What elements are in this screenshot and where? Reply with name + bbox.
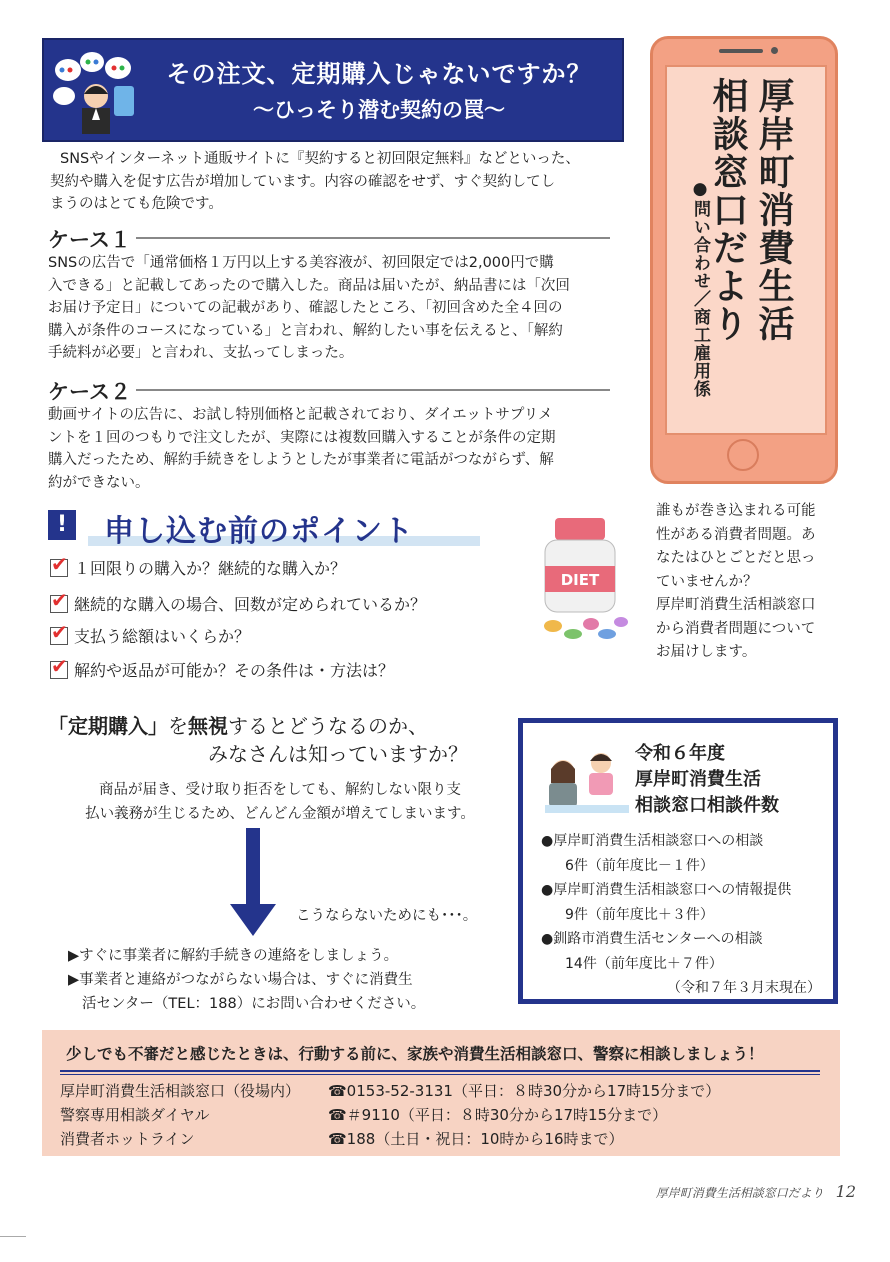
intro-line: まうのはとても危険です。	[50, 196, 223, 212]
page-edge-mark	[0, 1236, 26, 1237]
newsletter-title-line1: 厚岸町消費生活	[753, 77, 794, 343]
side-note	[656, 500, 840, 665]
divider	[60, 1074, 820, 1075]
supplement-bottle-illustration	[535, 516, 640, 646]
side-note-line: から消費者問題について	[656, 620, 816, 637]
newsletter-title-line2: 相談窓口だより	[707, 77, 748, 343]
case1-line: お届け予定日」についての記載があり、確認したところ、「初回含めた全４回の	[48, 300, 563, 316]
checklist-item	[50, 592, 426, 615]
checkmark-icon	[50, 595, 68, 613]
footer-label: 厚岸町消費生活相談窓口だより	[655, 1186, 824, 1200]
side-note-line: 性がある消費者問題。あ	[656, 526, 816, 543]
case1-line: 入できる」と記載してあったので購入した。商品は届いたが、納品書には「次回	[48, 277, 570, 294]
side-note-line: 厚岸町消費生活相談窓口	[656, 597, 816, 613]
phone-speaker	[719, 49, 763, 53]
contact-name: 警察専用相談ダイヤル	[60, 1106, 210, 1124]
contact-box	[42, 1030, 840, 1156]
consultation-illustration	[541, 747, 633, 819]
consultation-stats-box	[518, 718, 838, 1004]
action-item: ▶事業者と連絡がつながらない場合は、すぐに消費生	[68, 972, 413, 988]
checkmark-icon	[50, 559, 68, 577]
checklist-item	[50, 624, 250, 647]
stats-list	[541, 829, 791, 976]
action-item: ▶すぐに事業者に解約手続きの連絡をしましょう。	[68, 948, 399, 964]
stats-title-line: 令和６年度	[635, 743, 725, 764]
case2-line: ントを１回のつもりで注文したが、実際には複数回購入することが条件の定期	[48, 429, 556, 446]
bottle-label: DIET	[560, 571, 600, 589]
phone-graphic	[650, 36, 838, 484]
intro-text	[50, 148, 620, 216]
down-arrow-icon	[230, 828, 276, 940]
question-text: を	[168, 714, 188, 738]
intro-line: SNSやインターネット通販サイトに『契約すると初回限定無料』などといった、	[60, 151, 580, 167]
checklist-text: １回限りの購入か？継続的な購入か？	[74, 559, 347, 578]
checklist-text: 継続的な購入の場合、回数が定められているか？	[74, 595, 427, 614]
side-note-line: なたはひとごとだと思っ	[656, 550, 816, 566]
action-list	[68, 944, 425, 1016]
case1-heading: ケース１	[48, 228, 131, 252]
header-banner	[42, 38, 624, 142]
divider	[60, 1070, 820, 1072]
newsletter-contact: ●問い合わせ／商工雇用係	[690, 179, 710, 398]
case2-heading: ケース２	[48, 380, 131, 404]
question-line2: みなさんは知っていますか？	[208, 742, 468, 766]
worried-person-illustration	[52, 50, 138, 134]
divider	[136, 389, 610, 391]
stats-item-value: 6件（前年度比－１件）	[565, 857, 714, 874]
phone-home-button	[727, 439, 759, 471]
phone-screen	[665, 65, 827, 435]
contact-name: 厚岸町消費生活相談窓口（役場内）	[60, 1082, 301, 1100]
case1-body	[48, 252, 623, 365]
checklist-item	[50, 556, 346, 579]
stats-title	[635, 741, 779, 819]
stats-item-value: 9件（前年度比＋３件）	[565, 906, 714, 923]
case2-body	[48, 404, 623, 494]
action-item: 活センター（TEL：188）にお問い合わせください。	[82, 996, 426, 1012]
checkmark-icon	[50, 661, 68, 679]
case2-line: 約ができない。	[48, 474, 150, 491]
case2-line: 動画サイトの広告に、お試し特別価格と記載されており、ダイエットサプリメ	[48, 407, 553, 423]
prevention-text: こうならないためにも･･･。	[296, 908, 478, 924]
consequence-line: 払い義務が生じるため、どんどん金額が増えてしまいます。	[85, 806, 475, 822]
stats-item-label: ●厚岸町消費生活相談窓口への相談	[541, 833, 764, 849]
footer	[656, 1182, 856, 1201]
page-subtitle: ～ひっそり潜む契約の罠～	[253, 98, 505, 122]
contact-title: 少しでも不審だと感じたときは、行動する前に、家族や消費生活相談窓口、警察に相談しましょう！	[66, 1045, 764, 1063]
side-note-line: ていませんか？	[656, 573, 758, 590]
page-number: 12	[835, 1182, 856, 1201]
points-heading	[48, 506, 434, 549]
divider	[136, 237, 610, 239]
case1-line: SNSの広告で「通常価格１万円以上する美容液が、初回限定では2,000円で購	[48, 255, 554, 271]
intro-line: 契約や購入を促す広告が増加しています。内容の確認をせず、すぐ契約してし	[50, 173, 556, 190]
contact-name: 消費者ホットライン	[60, 1130, 195, 1148]
question-line1	[48, 710, 428, 739]
side-note-line: 誰もが巻き込まれる可能	[656, 503, 816, 519]
stats-title-line: 相談窓口相談件数	[635, 795, 779, 816]
checklist-item	[50, 658, 394, 681]
checklist-text: 支払う総額はいくらか？	[74, 627, 251, 646]
contact-phone[interactable]: ☎188（土日・祝日：10時から16時まで）	[328, 1130, 624, 1148]
case1-line: 購入が条件のコースになっている」と言われ、解約したい事を伝えると、「解約	[48, 322, 563, 339]
stats-item-label: ●厚岸町消費生活相談窓口への情報提供	[541, 882, 792, 898]
stats-item-label: ●釧路市消費生活センターへの相談	[541, 931, 763, 947]
stats-item-value: 14件（前年度比＋７件）	[565, 955, 723, 972]
checkmark-icon	[50, 627, 68, 645]
points-title: 申し込む前のポイント	[104, 514, 414, 549]
stats-date-note: （令和７年３月末現在）	[667, 980, 821, 996]
question-keyword: 「定期購入」	[48, 714, 168, 738]
stats-title-line: 厚岸町消費生活	[635, 769, 761, 790]
checklist-text: 解約や返品が可能か？その条件は・方法は？	[74, 661, 395, 680]
phone-camera	[771, 47, 778, 54]
consequence-line: 商品が届き、受け取り拒否をしても、解約しない限り支	[99, 782, 461, 798]
case2-line: 購入だったため、解約手続きをしようとしたが事業者に電話がつながらず、解	[48, 452, 554, 468]
consequence-text	[60, 778, 500, 826]
exclamation-icon: !	[48, 510, 76, 540]
contact-phone[interactable]: ☎0153-52-3131（平日：８時30分から17時15分まで）	[328, 1082, 721, 1100]
question-keyword: 無視	[188, 714, 228, 738]
page-title: その注文、定期購入じゃないですか？	[166, 60, 592, 88]
question-text: するとどうなるのか、	[228, 714, 428, 738]
side-note-line: お届けします。	[656, 644, 757, 660]
case1-line: 手続料が必要」と言われ、支払ってしまった。	[48, 345, 354, 361]
contact-phone[interactable]: ☎＃9110（平日：８時30分から17時15分まで）	[328, 1106, 668, 1124]
